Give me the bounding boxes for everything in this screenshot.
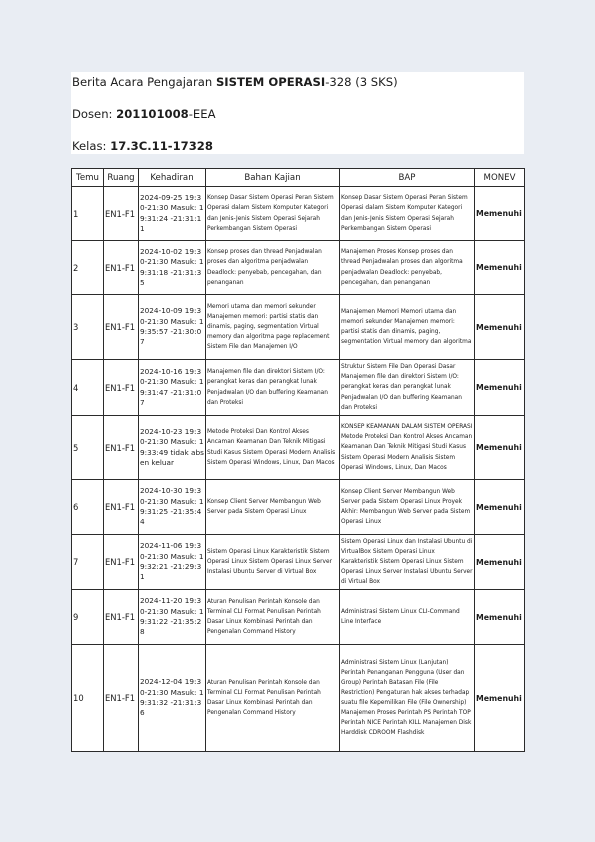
meeting-number: 2 bbox=[72, 241, 104, 295]
table-row bbox=[72, 187, 525, 241]
table-header-row bbox=[72, 169, 525, 187]
bap-notes: Sistem Operasi Linux dan Instalasi Ubuntu di VirtualBox Sistem Operasi Linux Karakteristik Sistem Operasi Linux Sistem Operasi Linux Server Instalasi Ubuntu Server di Virtual Box bbox=[340, 535, 475, 590]
course-title-line bbox=[72, 75, 398, 89]
bap-notes: Manajemen Proses Konsep proses dan thread Penjadwalan proses dan algoritma penjadwalan Deadlock: penyebab, pencegahan, dan penanganan bbox=[340, 241, 475, 295]
course-name: SISTEM OPERASI bbox=[215, 75, 326, 89]
header-bahan-kajian: Bahan Kajian bbox=[206, 169, 340, 187]
bap-notes: KONSEP KEAMANAN DALAM SISTEM OPERASI Metode Proteksi Dan Kontrol Akses Ancaman Keamanan Dan Teknik Mitigasi Studi Kasus Sistem Operasi Modern Analisis Sistem Operasi Windows, Linux, Dan Macos bbox=[340, 416, 475, 480]
lecturer-line bbox=[72, 107, 216, 121]
header-kehadiran: Kehadiran bbox=[139, 169, 206, 187]
room-code: EN1-F1 bbox=[104, 295, 139, 360]
room-code: EN1-F1 bbox=[104, 535, 139, 590]
meeting-number: 4 bbox=[72, 360, 104, 416]
attendance-info: 2024-10-02 19:30-21:30 Masuk: 19:31:18 -21:31:35 bbox=[139, 241, 206, 295]
room-code: EN1-F1 bbox=[104, 645, 139, 752]
meeting-number: 9 bbox=[72, 590, 104, 645]
header-monev: MONEV bbox=[475, 169, 525, 187]
attendance-info: 2024-11-06 19:30-21:30 Masuk: 19:32:21 -21:29:31 bbox=[139, 535, 206, 590]
monev-status: Memenuhi bbox=[475, 416, 525, 480]
room-code: EN1-F1 bbox=[104, 360, 139, 416]
attendance-info: 2024-12-04 19:30-21:30 Masuk: 19:31:32 -21:31:36 bbox=[139, 645, 206, 752]
monev-status: Memenuhi bbox=[475, 645, 525, 752]
attendance-info: 2024-10-23 19:30-21:30 Masuk: 19:33:49 tidak absen keluar bbox=[139, 416, 206, 480]
table-row bbox=[72, 295, 525, 360]
bap-notes: Konsep Client Server Membangun Web Server pada Sistem Operasi Linux Proyek Akhir: Membangun Web Server pada Sistem Operasi Linux bbox=[340, 480, 475, 535]
bap-notes: Administrasi Sistem Linux (Lanjutan) Perintah Penanganan Pengguna (User dan Group) Perintah Batasan File (File Restriction) Pengaturan hak akses terhadap suatu file Kepemilikan File (File Ownership) Manajemen Proses Perintah PS Perintah TOP Perintah NICE Perintah KILL Manajemen Disk Harddisk CDROOM Flashdisk bbox=[340, 645, 475, 752]
meeting-number: 6 bbox=[72, 480, 104, 535]
class-line bbox=[72, 139, 213, 153]
class-id: 17.3C.11-17328 bbox=[110, 139, 213, 153]
study-material: Aturan Penulisan Perintah Konsole dan Terminal CLI Format Penulisan Perintah Dasar Linux Kombinasi Perintah dan Pengenalan Command History bbox=[206, 590, 340, 645]
meeting-number: 10 bbox=[72, 645, 104, 752]
monev-status: Memenuhi bbox=[475, 295, 525, 360]
course-code: -328 (3 SKS) bbox=[325, 75, 398, 89]
study-material: Manajemen file dan direktori Sistem I/O: perangkat keras dan perangkat lunak Penjadwalan I/O dan buffering Keamanan dan Proteksi bbox=[206, 360, 340, 416]
title-prefix: Berita Acara Pengajaran bbox=[72, 75, 216, 89]
monev-status: Memenuhi bbox=[475, 187, 525, 241]
room-code: EN1-F1 bbox=[104, 590, 139, 645]
room-code: EN1-F1 bbox=[104, 241, 139, 295]
meeting-number: 1 bbox=[72, 187, 104, 241]
lecturer-label: Dosen: bbox=[72, 107, 117, 121]
study-material: Konsep Dasar Sistem Operasi Peran Sistem Operasi dalam Sistem Komputer Kategori dan Jenis-Jenis Sistem Operasi Sejarah Perkembangan Sistem Operasi bbox=[206, 187, 340, 241]
meeting-number: 5 bbox=[72, 416, 104, 480]
monev-status: Memenuhi bbox=[475, 535, 525, 590]
table-row bbox=[72, 645, 525, 752]
study-material: Konsep proses dan thread Penjadwalan proses dan algoritma penjadwalan Deadlock: penyebab, pencegahan, dan penanganan bbox=[206, 241, 340, 295]
meeting-number: 3 bbox=[72, 295, 104, 360]
lecture-record-table bbox=[71, 168, 525, 752]
table-row bbox=[72, 480, 525, 535]
room-code: EN1-F1 bbox=[104, 187, 139, 241]
bap-notes: Struktur Sistem File Dan Operasi Dasar Manajemen file dan direktori Sistem I/O: perangkat keras dan perangkat lunak Penjadwalan I/O dan buffering Keamanan dan Proteksi bbox=[340, 360, 475, 416]
study-material: Metode Proteksi Dan Kontrol Akses Ancaman Keamanan Dan Teknik Mitigasi Studi Kasus Sistem Operasi Modern Analisis Sistem Operasi Windows, Linux, Dan Macos bbox=[206, 416, 340, 480]
monev-status: Memenuhi bbox=[475, 590, 525, 645]
study-material: Konsep Client Server Membangun Web Server pada Sistem Operasi Linux bbox=[206, 480, 340, 535]
room-code: EN1-F1 bbox=[104, 480, 139, 535]
bap-notes: Manajemen Memori Memori utama dan memori sekunder Manajemen memori: partisi statis dan dinamis, paging, segmentation Virtual memory dan algoritma bbox=[340, 295, 475, 360]
course-info-box bbox=[71, 72, 524, 154]
table-row bbox=[72, 590, 525, 645]
header-ruang: Ruang bbox=[104, 169, 139, 187]
attendance-info: 2024-11-20 19:30-21:30 Masuk: 19:31:22 -21:35:28 bbox=[139, 590, 206, 645]
bap-notes: Administrasi Sistem Linux CLI-Command Line Interface bbox=[340, 590, 475, 645]
table-row bbox=[72, 360, 525, 416]
header-bap: BAP bbox=[340, 169, 475, 187]
meeting-number: 7 bbox=[72, 535, 104, 590]
study-material: Memori utama dan memori sekunder Manajemen memori: partisi statis dan dinamis, paging, segmentation Virtual memory dan algoritma page replacement Sistem File dan Manajemen I/O bbox=[206, 295, 340, 360]
lecturer-code: -EEA bbox=[188, 107, 216, 121]
attendance-info: 2024-09-25 19:30-21:30 Masuk: 19:31:24 -21:31:11 bbox=[139, 187, 206, 241]
attendance-info: 2024-10-30 19:30-21:30 Masuk: 19:31:25 -21:35:44 bbox=[139, 480, 206, 535]
study-material: Sistem Operasi Linux Karakteristik Sistem Operasi Linux Sistem Operasi Linux Server Instalasi Ubuntu Server di Virtual Box bbox=[206, 535, 340, 590]
attendance-info: 2024-10-16 19:30-21:30 Masuk: 19:31:47 -21:31:07 bbox=[139, 360, 206, 416]
table-row bbox=[72, 416, 525, 480]
table-row bbox=[72, 241, 525, 295]
class-label: Kelas: bbox=[72, 139, 111, 153]
attendance-info: 2024-10-09 19:30-21:30 Masuk: 19:35:57 -21:30:07 bbox=[139, 295, 206, 360]
monev-status: Memenuhi bbox=[475, 480, 525, 535]
study-material: Aturan Penulisan Perintah Konsole dan Terminal CLI Format Penulisan Perintah Dasar Linux Kombinasi Perintah dan Pengenalan Command History bbox=[206, 645, 340, 752]
header-temu: Temu bbox=[72, 169, 104, 187]
monev-status: Memenuhi bbox=[475, 241, 525, 295]
bap-notes: Konsep Dasar Sistem Operasi Peran Sistem Operasi dalam Sistem Komputer Kategori dan Jenis-Jenis Sistem Operasi Sejarah Perkembangan Sistem Operasi bbox=[340, 187, 475, 241]
room-code: EN1-F1 bbox=[104, 416, 139, 480]
monev-status: Memenuhi bbox=[475, 360, 525, 416]
table-row bbox=[72, 535, 525, 590]
lecturer-id: 201101008 bbox=[116, 107, 189, 121]
